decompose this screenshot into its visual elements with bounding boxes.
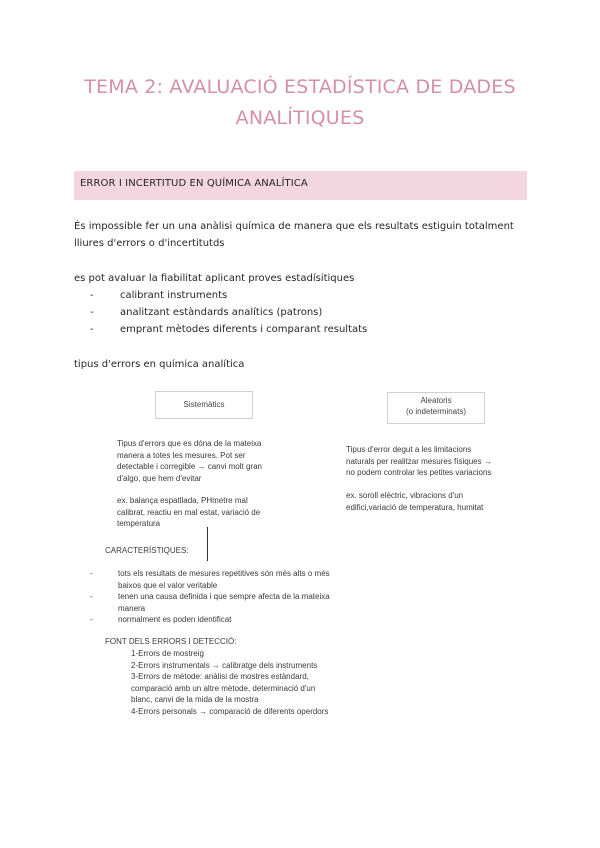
connector-line bbox=[207, 527, 208, 561]
page-title: TEMA 2: AVALUACIÓ ESTADÍSTICA DE DADES bbox=[84, 76, 516, 98]
section-heading: ERROR I INCERTITUD EN QUÍMICA ANALÍTICA bbox=[80, 178, 308, 189]
sistematic-example: ex. balança espatllada, PHmetre mal calibrat, reactiu en mal estat, variació de temperatura bbox=[117, 496, 261, 528]
list-item: - calibrant instruments bbox=[90, 290, 228, 301]
intro-line-2: lliures d'errors o d'incertitutds bbox=[74, 238, 225, 249]
evaluate-lead: es pot avaluar la fiabilitat aplicant proves estadísitiques bbox=[74, 273, 355, 284]
list-item: - emprant mètodes diferents i comparant resultats bbox=[90, 324, 368, 335]
list-item: - normalment es poden identificat bbox=[90, 615, 232, 624]
sistematic-description: Tipus d'errors que es dóna de la mateixa manera a totes les mesures. Pot ser detectable i corregible → canvi molt gran d'algo, que hem d'evitar bbox=[117, 439, 262, 483]
aleatoris-box-line2: (o indeterminats) bbox=[405, 407, 467, 416]
sistematic-box: Sistemàtics bbox=[155, 391, 253, 419]
aleatoris-box-line1: Aleatoris bbox=[420, 396, 452, 405]
sources-heading: FONT DELS ERRORS I DETECCIÓ: bbox=[105, 637, 237, 646]
list-item: - tots els resultats de mesures repetitives són més alts o més baixos que el valor veritable bbox=[90, 569, 330, 590]
list-item: - analitzant estàndards analítics (patrons) bbox=[90, 307, 323, 318]
characteristics-heading: CARACTERÍSTIQUES: bbox=[105, 546, 189, 555]
list-item: - tenen una causa definida i que sempre afecta de la mateixa manera bbox=[90, 592, 330, 613]
aleatoris-example: ex. soroll elèctric, vibracions d'un edifici,variació de temperatura, humitat bbox=[346, 491, 484, 512]
aleatoris-box bbox=[387, 392, 485, 424]
page-title-line2: ANALÍTIQUES bbox=[235, 107, 365, 129]
intro-line-1: És impossible fer un una anàlisi química de manera que els resultats estiguin totalment bbox=[74, 221, 514, 232]
aleatoris-description: Tipus d'error degut a les limitacions naturals per realitzar mesures físiques → no podem controlar les petites variacions bbox=[346, 445, 492, 477]
sources-list: 1-Errors de mostreig 2-Errors instrumentals → calibratge dels instruments 3-Errors de mètode: anàlisi de mostres estàndard, comparació amb un altre mètode, determinació d'un blanc, canvi de la mida de la mostra 4-Errors personals → comparació de diferents operdors bbox=[131, 649, 329, 716]
types-heading: tipus d'errors en química analítica bbox=[74, 359, 245, 370]
